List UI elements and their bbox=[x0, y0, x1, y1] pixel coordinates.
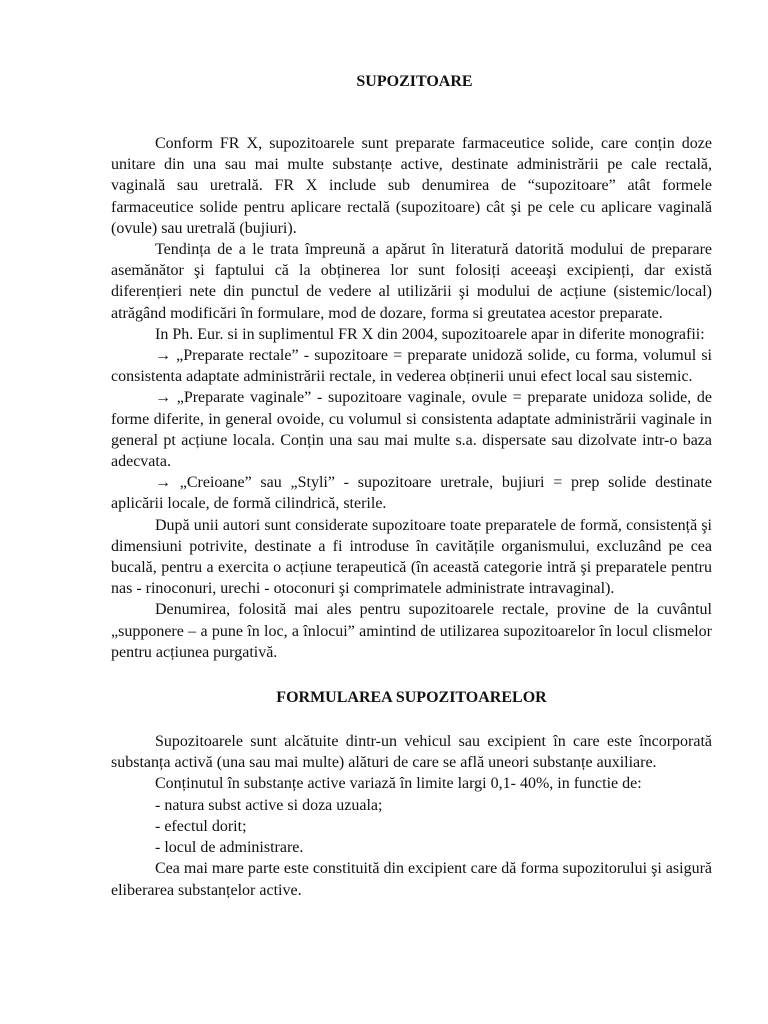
paragraph-definition: Conform FR X, supozitoarele sunt preparate farmaceutice solide, care conțin doze unitare din una sau mai multe substanțe active, destinate administrării pe cale rectală, vaginală sau uretrală. FR X include sub denumirea de “supozitoare” atât formele farmaceutice solide pentru aplicare rectală (supozitoare) cât şi pe cele cu aplicare vaginală (ovule) sau uretrală (bujiuri). bbox=[111, 135, 712, 237]
section-introduction bbox=[111, 133, 712, 663]
list-item-nature: - natura subst active si doza uzuala; bbox=[155, 796, 383, 814]
section-heading-formulation: FORMULAREA SUPOZITOARELOR bbox=[276, 689, 547, 707]
paragraph-composition: Supozitoarele sunt alcătuite dintr-un vehicul sau excipient în care este încorporată substanța activă (una sau mai multe) alături de care se află uneori substanțe auxiliare. bbox=[111, 733, 712, 772]
list-item-effect: - efectul dorit; bbox=[155, 817, 247, 835]
paragraph-excipient: Cea mai mare parte este constituită din excipient care dă forma supozitorului şi asigură eliberarea substanțelor active. bbox=[111, 860, 712, 899]
list-item-site: - locul de administrare. bbox=[155, 839, 304, 857]
section-formulation bbox=[111, 731, 712, 901]
paragraph-rectal-preparations: → „Preparate rectale” - supozitoare = preparate unidoză solide, cu forma, volumul si consistenta adaptate administrării rectale, in vederea obținerii unui efect local sau sistemic. bbox=[111, 347, 712, 386]
paragraph-active-content: Conținutul în substanțe active variază în limite largi 0,1- 40%, in functie de: bbox=[155, 775, 642, 793]
document-title: SUPOZITOARE bbox=[356, 73, 473, 90]
paragraph-etymology: Denumirea, folosită mai ales pentru supozitoarele rectale, provine de la cuvântul „supponere – a pune în loc, a înlocui” amintind de utilizarea supozitoarelor în locul clismelor pentru acțiunea purgativă. bbox=[111, 601, 712, 661]
paragraph-tendency: Tendința de a le trata împreună a apărut în literatură datorită modului de preparare asemănător şi faptului că la obținerea lor sunt folosiți aceeaşi excipienți, dar există diferențieri nete din punctul de vedere al utilizării şi modului de acțiune (sistemic/local) atrăgând modificări în formulare, mod de dozare, forma si greutatea acestor preparate. bbox=[111, 241, 712, 322]
paragraph-other-authors: După unii autori sunt considerate supozitoare toate preparatele de formă, consistență şi dimensiuni potrivite, destinate a fi introduse în cavitățile organismului, excluzând pe cea bucală, pentru a exercita o acțiune terapeutică (în această categorie intră şi preparatele pentru nas - rinoconuri, urechi - otoconuri şi comprimatele administrate intravaginal). bbox=[111, 516, 712, 598]
paragraph-urethral-preparations: → „Creioane” sau „Styli” - supozitoare uretrale, bujiuri = prep solide destinate aplicării locale, de formă cilindrică, sterile. bbox=[111, 474, 712, 513]
paragraph-vaginal-preparations: → „Preparate vaginale” - supozitoare vaginale, ovule = preparate unidoza solide, de forme diferite, in general ovoide, cu volumul si consistenta adaptate administrării vaginale in general pt acțiune locala. Conțin una sau mai multe s.a. dispersate sau dizolvate intr-o baza adecvata. bbox=[111, 389, 712, 471]
paragraph-ph-eur: In Ph. Eur. si in suplimentul FR X din 2004, supozitoarele apar in diferite monografii: bbox=[155, 325, 705, 343]
